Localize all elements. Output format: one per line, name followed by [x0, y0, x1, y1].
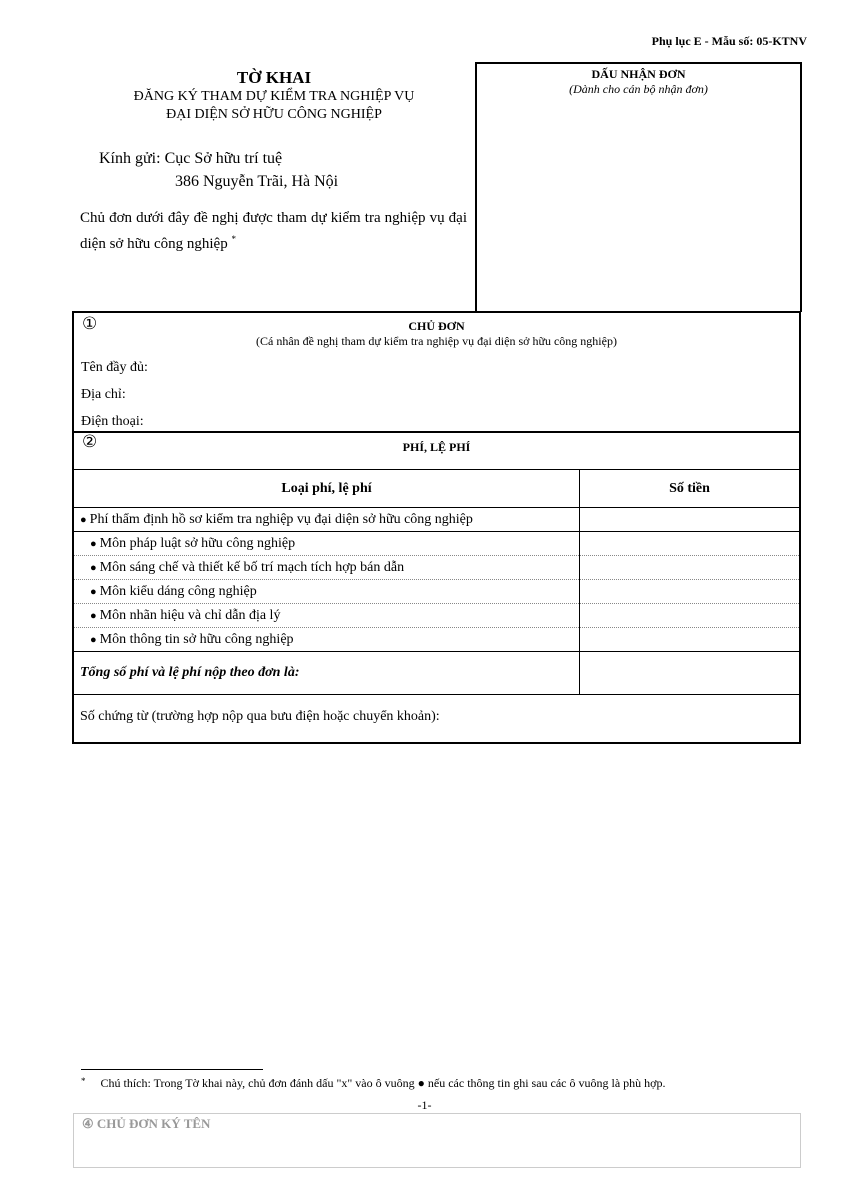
fee-row — [74, 580, 799, 604]
fee-table — [74, 470, 799, 739]
page-number: -1- — [417, 1098, 432, 1112]
total-row — [74, 652, 799, 695]
fee-amount-cell[interactable] — [580, 532, 800, 556]
stamp-title: DẤU NHẬN ĐƠN — [591, 67, 686, 81]
fee-row — [74, 556, 799, 580]
fee-amount-cell[interactable] — [580, 580, 800, 604]
fee-amount-cell[interactable] — [580, 628, 800, 652]
section-signature — [73, 1113, 801, 1168]
footnote-divider — [81, 1069, 263, 1070]
section-applicant — [72, 311, 801, 433]
fee-table-header — [74, 470, 799, 508]
name-field[interactable]: Tên đầy đủ: — [81, 360, 148, 375]
section-4-title: CHỦ ĐƠN KÝ TÊN — [96, 1116, 211, 1131]
col-fee-type: Loại phí, lệ phí — [74, 470, 580, 508]
voucher-label[interactable]: Số chứng từ (trường hợp nộp qua bưu điện hoặc chuyển khoản): — [80, 709, 440, 724]
form-title: TỜ KHAI — [236, 68, 312, 87]
stamp-box — [475, 62, 802, 312]
fee-amount-cell[interactable] — [580, 556, 800, 580]
fee-label: Môn kiểu dáng công nghiệp — [99, 583, 257, 599]
voucher-row — [74, 695, 799, 740]
total-label: Tổng số phí và lệ phí nộp theo đơn là: — [74, 652, 580, 695]
bullet-icon: ● — [90, 609, 97, 622]
fee-label: Môn pháp luật sở hữu công nghiệp — [99, 535, 296, 551]
recipient-address: 386 Nguyễn Trãi, Hà Nội — [175, 173, 339, 190]
fee-row — [74, 508, 799, 532]
appendix-label: Phụ lục E - Mẫu số: 05-KTNV — [651, 34, 807, 48]
section-4-header — [82, 1116, 210, 1132]
header-left — [73, 62, 475, 312]
fee-label: Phí thẩm định hồ sơ kiểm tra nghiệp vụ đại diện sở hữu công nghiệp — [89, 511, 473, 527]
form-subtitle-1: ĐĂNG KÝ THAM DỰ KIỂM TRA NGHIỆP VỤ — [133, 89, 415, 104]
fee-label: Môn nhãn hiệu và chỉ dẫn địa lý — [99, 607, 281, 623]
stamp-subtitle: (Dành cho cán bộ nhận đơn) — [569, 82, 708, 96]
section-fees — [72, 431, 801, 744]
footnote-text-after: nếu các thông tin ghi sau các ô vuông là phù hợp. — [427, 1076, 666, 1090]
bullet-icon: ● — [90, 633, 97, 646]
section-1-number: ① — [82, 314, 98, 333]
fee-row — [74, 604, 799, 628]
fee-amount-cell[interactable] — [580, 604, 800, 628]
fee-label: Môn sáng chế và thiết kế bố trí mạch tích hợp bán dẫn — [99, 559, 405, 575]
fee-row — [74, 628, 799, 652]
bullet-icon: ● — [80, 513, 87, 526]
section-1-title: CHỦ ĐƠN — [408, 319, 465, 333]
form-subtitle-2: ĐẠI DIỆN SỞ HỮU CÔNG NGHIỆP — [166, 107, 382, 122]
section-4-number: ④ — [82, 1116, 94, 1131]
fee-label: Môn thông tin sở hữu công nghiệp — [99, 631, 294, 647]
recipient — [99, 147, 338, 193]
phone-field[interactable]: Điện thoại: — [81, 414, 144, 429]
bullet-icon: ● — [90, 537, 97, 550]
fee-row — [74, 532, 799, 556]
checkbox-bullet-icon: ● — [417, 1076, 425, 1090]
section-2-number: ② — [82, 432, 98, 451]
section-2-header — [74, 431, 799, 470]
bullet-icon: ● — [90, 561, 97, 574]
footnote-text-before: Chú thích: Trong Tờ khai này, chủ đơn đánh dấu "x" vào ô vuông — [100, 1076, 415, 1090]
address-field[interactable]: Địa chỉ: — [81, 387, 126, 402]
footnote-ref: * — [231, 234, 236, 244]
section-1-subtitle: (Cá nhân đề nghị tham dự kiểm tra nghiệp vụ đại diện sở hữu công nghiệp) — [256, 334, 617, 348]
form-header — [73, 62, 800, 312]
request-body: Chủ đơn dưới đây đề nghị được tham dự kiểm tra nghiệp vụ đại diện sở hữu công nghiệp — [80, 210, 467, 252]
col-amount: Số tiền — [580, 470, 800, 508]
section-2-title: PHÍ, LỆ PHÍ — [402, 440, 471, 454]
bullet-icon: ● — [90, 585, 97, 598]
fee-amount-cell[interactable] — [580, 508, 800, 532]
request-text — [80, 208, 467, 255]
total-amount-cell[interactable] — [580, 652, 800, 695]
footnote-marker: * — [81, 1076, 86, 1086]
footnote — [81, 1076, 666, 1091]
recipient-line: Kính gửi: Cục Sở hữu trí tuệ — [99, 150, 283, 167]
